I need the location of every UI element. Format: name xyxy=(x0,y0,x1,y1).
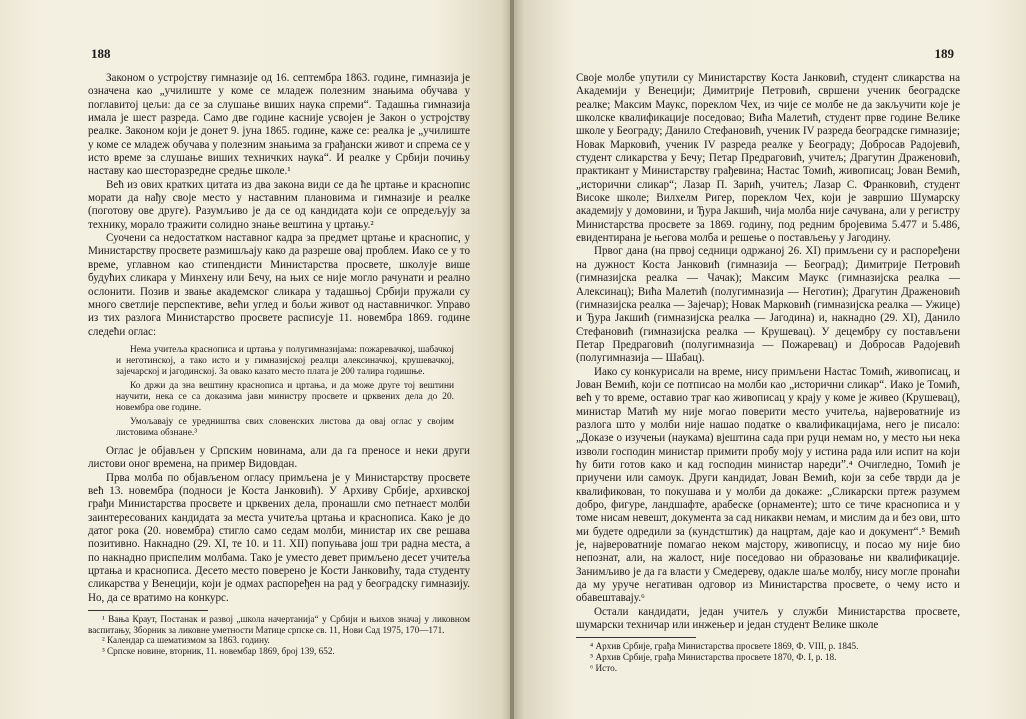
paragraph: Иако су конкурисали на време, нису примљени Настас Томић, живописац, и Јован Вемић, који се потписао на молби као „исторични сликар“. Иако је Томић, већ у то време, оставио траг као живописац у крају у коме је живео (Крушевац), министар Матић му није могао поверити место учитеља, највероватније из разлога што у молби није нашао податке о квалификацијама, него је писало: „Доказе о изучењи (наукама) вјештина сада при руци немам но, у место њи нека изволи господин министар примити пробу моју у истина рада или испит на који ћу бити готов како и кад господин министар наредиˮ.⁴ Очигледно, Томић је приучени или самоук. Други кандидат, Јован Вемић, који за себе тврди да је квалификован, то покушава и у молби да докаже: „Сликарски пртеж разумем добро, фигуре, ландшафте, арабеске (орнаменте); што се тиче краснописа и у томе нисам невешт, документа за сад никакви немам, и мислим да и без ови, што ми будете одредили за (кундстштик) да нацртам, даје као и документ“.⁵ Вемић је, највероватније помагао неком мајстору, живописцу, и посао му није био непознат, али, на жалост, није поседовао ни образовање ни квалификације. Занимљиво је да га власти у Смедереву, одакле шаље молбу, нису могле пронаћи да му уруче негативан одговор из Министарства просвете, о чему исто и обавештавају.⁶ xyxy=(576,365,960,605)
paragraph: Своје молбе упутили су Министарству Коста Јанковић, студент сликарства на Академији у Венецији; Димитрије Петровић, свршени ученик београдске реалке; Максим Маукс, пореклом Чех, из чије се молбе не да закључити које је школске квалификације поседовао; Вића Малетић, студент прве године Велике школе у Београду; Данило Стефановић, ученик IV разреда београдске гимназије; Новак Марковић, ученик IV разреда реалке у Београду; Добросав Радојевић, студент сликарства у Бечу; Петар Предраговић, учитељ; Драгутин Драженовић, практикант у Министарству грађевина; Настас Томић, живописац; Јован Вемић, „исторични сликар“; Лазар П. Зарић, учитељ; Лазар С. Франковић, студент Високе школе; Вилхелм Ригер, пореклом Чех, који је завршио Шумарску академију у домовини, и Ђура Јакшић, чија молба није сачувана, али у регистру Министарства просвете за 1869. годину, под редним бројевима 5.477 и 5.486, евидентирана је његова молба и решење о постављењу у Јагодину. xyxy=(576,72,960,245)
right-page-body xyxy=(576,72,960,673)
paragraph: Остали кандидати, један учитељ у служби Министарства просвете, шумарски техничар или инжењер и један студент Велике школе xyxy=(576,605,960,632)
footnote: ¹ Вања Краут, Постанак и развој „школа начертанија“ у Србији и њихов значај у ликовном васпитању, Зборник за ликовне уметности Матице српске св. 11, Нови Сад 1975, 170—171. xyxy=(88,614,470,635)
footnote: ⁶ Исто. xyxy=(590,662,617,673)
paragraph: Оглас је објављен у Српским новинама, али да га преносе и неки други листови оног времена, на пример Видовдан. xyxy=(88,444,470,471)
footnote: ³ Српске новине, вторник, 11. новембар 1869, број 139, 652. xyxy=(102,645,335,656)
notice-line: Нема учитеља краснописа и цртања у полугимназијама: пожаревачкој, шабачкој и неготинској, а тако исто и у гимназијској реалци алексиначкој, крушевачкој, зајечарској и јагодинској. За овако казато место плата је 200 талира годишње. xyxy=(116,344,454,377)
footnote-rule xyxy=(88,610,208,611)
notice-line: Ко држи да зна вештину краснописа и цртања, и да може друге тој вештини научити, нека се са доказима јави министру просвете и црквених дела до 20. новембра ове године. xyxy=(116,380,454,413)
page-number: 188 xyxy=(91,46,111,61)
notice-line: Умољавају се уредништва свих словенских листова да овај оглас у својим листовима обзнане.³ xyxy=(116,416,454,438)
paragraph: Суочени са недостатком наставног кадра за предмет цртање и краснопис, у Министарству просвете размишљају како да разреше овај проблем. Иако се у то време, углавном као стипендисти Министарства просвете, школује више будућих сликара у Минхену или Бечу, на њих се није могло рачунати и реално ослонити. Позив и звање академског сликара у тадашњој Србији пружали су много светлије перспективе, већи углед и бољи живот од наставничког. Управо из тих разлога Министарство просвете расписује 11. новембра 1869. године следећи оглас: xyxy=(88,232,470,338)
left-page xyxy=(0,0,512,719)
footnote-rule xyxy=(576,637,696,638)
paragraph: Законом о устројству гимназије од 16. септембра 1863. године, гимназија је означена као „училиште у коме се младеж полезним знањима обучава у поглавитој цељи: да се за слушање виших наука спреми“. Тадашња гимназија имала је шест разреда. Само две године касније усвојен је Закон о устројству реалке. Законом који је донет 9. јуна 1865. године, каже се: реалка је „училиште у коме се младеж обучава у полезним знањима за грађански живот и спрема се у исто време за слушање виших техничких наука“. И реалке у Србији почињу наставу као шесторазредне средње школе.¹ xyxy=(88,72,470,178)
footnote: ⁵ Архив Србије, грађа Министарства просвете 1870, Ф. I, р. 18. xyxy=(590,652,837,663)
right-page xyxy=(514,0,1026,719)
paragraph: Првог дана (на првој седници одржаној 26. XI) примљени су и распоређени на дужност Коста Јанковић (гимназија — Београд); Димитрије Петровић (гимназијска реалка — Чачак); Максим Маукс (гимназијска реалка — Алексинац); Вића Малетић (полугимназија — Неготин); Драгутин Драженовић (гимназијска реалка — Зајечар); Новак Марковић (гимназијска реалка — Ужице) и Ђура Јакшић (гимназијска реалка — Јагодина) и, накнадно (29. XI), Данило Стефановић (гимназијска реалка — Крушевац). У децембру су постављени Петар Предраговић (полугимназија — Пожаревац) и Добросав Радојевић (полугимназија — Шабац). xyxy=(576,245,960,365)
paragraph: Прва молба по објављеном огласу примљена је у Министарству просвете већ 13. новембра (подноси је Коста Јанковић). У Архиву Србије, архивској грађи Министарства просвете и црквених дела, пронашли смо петнаест молби заинтересованих кандидата за места учитеља цртања и краснописа. Како је до датог рока (20. новембра) стигло само седам молби, министар их све решава позитивно. Накнадно (29. XI, те 10. и 11. XII) попуњава још три радна места, а по накнадно приспелим молбама. Тако је уместо девет примљено десет учитеља цртања и краснописа. Десето место поверено је Кости Јанковићу, тада студенту сликарства у Венецији, који је одмах распоређен на рад у београдску гимназију. Но, да се вратимо на конкурс. xyxy=(88,471,470,604)
left-page-body xyxy=(88,72,470,656)
footnote: ² Календар са шематизмом за 1863. годину. xyxy=(102,635,270,646)
paragraph: Већ из ових кратких цитата из два закона види се да ће цртање и краснопис морати да нађу своје место у наставним плановима и гимназије и реалке (поготову ове друге). Разумљиво је да се од кандидата који се опредељују за технику, морало тражити солидно знање вештина у цртању.² xyxy=(88,178,470,231)
ministry-notice xyxy=(116,345,454,439)
page-number: 189 xyxy=(934,46,954,61)
footnote: ⁴ Архив Србије, грађа Министарства просвете 1869, Ф. VIII, р. 1845. xyxy=(590,641,859,652)
